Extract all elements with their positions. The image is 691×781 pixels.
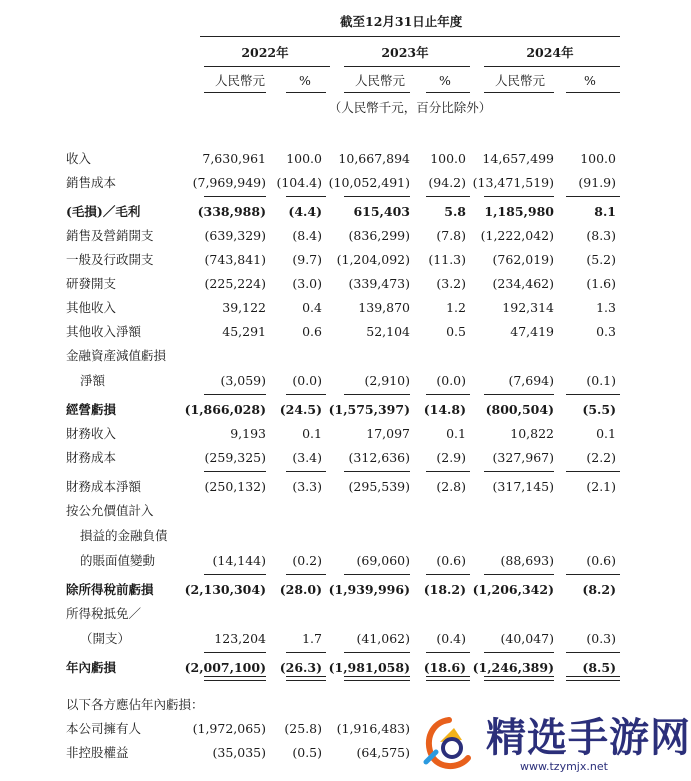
row-value-income-tax-col5: (40,047)	[500, 631, 554, 646]
row-value-gross-profit-col6: 8.1	[594, 204, 616, 219]
sub-rule-5	[484, 92, 554, 93]
row-label-fv-changes: 按公允價值計入	[66, 503, 154, 518]
row-value-revenue-col3: 10,667,894	[338, 151, 410, 166]
row-value-loss-for-year-col4: (18.6)	[423, 660, 466, 675]
row-value-cost-of-sales-col1: (7,969,949)	[192, 175, 266, 190]
row-value-fv-changes-col4: (0.6)	[436, 553, 466, 568]
row-label-finance-income: 財務收入	[66, 426, 117, 441]
sub-rule-1	[204, 92, 266, 93]
year-2024: 2024年	[526, 45, 574, 60]
row-value-other-income-net-col1: 45,291	[222, 324, 266, 339]
row-value-impairment-losses-col5: (7,694)	[508, 373, 554, 388]
row-value-owners-of-company-col2: (25.8)	[284, 721, 322, 736]
total-double-rule	[484, 676, 554, 681]
col-rmb-2022: 人民幣元	[214, 73, 265, 88]
subtotal-rule	[286, 394, 326, 395]
row-value-revenue-col2: 100.0	[286, 151, 322, 166]
row-value-finance-costs-net-col1: (250,132)	[204, 479, 266, 494]
row-value-impairment-losses-col1: (3,059)	[220, 373, 266, 388]
row-value-income-tax-col3: (41,062)	[356, 631, 410, 646]
subtotal-rule	[484, 471, 554, 472]
row-value-operating-loss-col6: (5.5)	[582, 402, 616, 417]
row-value-operating-loss-col1: (1,866,028)	[184, 402, 266, 417]
row-value-other-income-col5: 192,314	[502, 300, 554, 315]
row-value-impairment-losses-col6: (0.1)	[586, 373, 616, 388]
col-pct-2024: %	[584, 73, 596, 88]
row-value-loss-for-year-col1: (2,007,100)	[184, 660, 266, 675]
row-label-finance-costs: 財務成本	[66, 450, 117, 465]
row-value-cost-of-sales-col3: (10,052,491)	[328, 175, 410, 190]
row-value-finance-costs-col4: (2.9)	[436, 450, 466, 465]
subtotal-rule	[344, 471, 410, 472]
subtotal-rule	[204, 471, 266, 472]
subtotal-rule	[344, 196, 410, 197]
row-label-impairment-losses-2: 淨額	[80, 373, 106, 388]
row-value-finance-income-col4: 0.1	[446, 426, 466, 441]
col-pct-2022: %	[299, 73, 311, 88]
row-value-impairment-losses-col3: (2,910)	[364, 373, 410, 388]
row-value-finance-income-col5: 10,822	[510, 426, 554, 441]
subtotal-rule	[484, 574, 554, 575]
row-value-selling-expenses-col5: (1,222,042)	[480, 228, 554, 243]
row-value-operating-loss-col2: (24.5)	[279, 402, 322, 417]
sub-rule-4	[426, 92, 470, 93]
row-label-owners-of-company: 本公司擁有人	[66, 721, 142, 736]
row-value-selling-expenses-col1: (639,329)	[204, 228, 266, 243]
row-value-gross-profit-col1: (338,988)	[197, 204, 266, 219]
row-value-non-controlling-col3: (64,575)	[356, 745, 410, 760]
year-2023: 2023年	[381, 45, 429, 60]
row-value-selling-expenses-col3: (836,299)	[348, 228, 410, 243]
row-label-selling-expenses: 銷售及營銷開支	[66, 228, 154, 243]
row-value-admin-expenses-col2: (9.7)	[292, 252, 322, 267]
row-value-rd-expenses-col4: (3.2)	[436, 276, 466, 291]
row-value-rd-expenses-col1: (225,224)	[204, 276, 266, 291]
row-value-operating-loss-col3: (1,575,397)	[328, 402, 410, 417]
subtotal-rule	[286, 652, 326, 653]
unit-note: （人民幣千元，百分比除外）	[328, 100, 492, 115]
row-value-admin-expenses-col3: (1,204,092)	[336, 252, 410, 267]
subtotal-rule	[484, 394, 554, 395]
row-value-finance-costs-col1: (259,325)	[204, 450, 266, 465]
subtotal-rule	[204, 394, 266, 395]
row-value-loss-for-year-col5: (1,246,389)	[472, 660, 554, 675]
row-label-gross-profit: (毛損)／毛利	[66, 204, 141, 219]
subtotal-rule	[286, 574, 326, 575]
row-value-fv-changes-col2: (0.2)	[292, 553, 322, 568]
subtotal-rule	[204, 574, 266, 575]
row-value-gross-profit-col4: 5.8	[444, 204, 466, 219]
subtotal-rule	[566, 196, 620, 197]
row-value-revenue-col4: 100.0	[430, 151, 466, 166]
row-value-loss-before-tax-col3: (1,939,996)	[328, 582, 410, 597]
row-value-loss-before-tax-col6: (8.2)	[582, 582, 616, 597]
row-value-selling-expenses-col6: (8.3)	[586, 228, 616, 243]
row-value-income-tax-col6: (0.3)	[586, 631, 616, 646]
row-value-loss-before-tax-col1: (2,130,304)	[184, 582, 266, 597]
brand-logo-icon	[418, 712, 480, 774]
row-label-cost-of-sales: 銷售成本	[66, 175, 117, 190]
subtotal-rule	[344, 394, 410, 395]
subtotal-rule	[484, 652, 554, 653]
watermark-brand: 精选手游网	[486, 715, 691, 761]
sub-rule-2	[286, 92, 326, 93]
row-value-loss-for-year-col2: (26.3)	[279, 660, 322, 675]
row-value-admin-expenses-col6: (5.2)	[586, 252, 616, 267]
row-value-operating-loss-col4: (14.8)	[423, 402, 466, 417]
row-value-loss-before-tax-col4: (18.2)	[423, 582, 466, 597]
row-value-selling-expenses-col2: (8.4)	[292, 228, 322, 243]
subtotal-rule	[566, 574, 620, 575]
row-value-rd-expenses-col3: (339,473)	[348, 276, 410, 291]
total-double-rule	[204, 676, 266, 681]
total-double-rule	[566, 676, 620, 681]
row-value-other-income-col3: 139,870	[358, 300, 410, 315]
row-value-admin-expenses-col4: (11.3)	[428, 252, 466, 267]
row-value-cost-of-sales-col6: (91.9)	[578, 175, 616, 190]
subtotal-rule	[566, 471, 620, 472]
subtotal-rule	[204, 652, 266, 653]
row-value-operating-loss-col5: (800,504)	[485, 402, 554, 417]
subtotal-rule	[286, 196, 326, 197]
row-value-gross-profit-col5: 1,185,980	[484, 204, 554, 219]
row-label-other-income: 其他收入	[66, 300, 117, 315]
subtotal-rule	[204, 196, 266, 197]
row-value-loss-for-year-col3: (1,981,058)	[328, 660, 410, 675]
period-header: 截至12月31日止年度	[340, 14, 463, 29]
row-value-admin-expenses-col1: (743,841)	[204, 252, 266, 267]
row-value-other-income-net-col5: 47,419	[510, 324, 554, 339]
row-label-loss-for-year: 年內虧損	[66, 660, 117, 675]
row-value-finance-costs-net-col6: (2.1)	[586, 479, 616, 494]
row-value-gross-profit-col2: (4.4)	[288, 204, 322, 219]
row-value-income-tax-col2: 1.7	[302, 631, 322, 646]
total-double-rule	[286, 676, 326, 681]
row-value-other-income-col6: 1.3	[596, 300, 616, 315]
row-value-fv-changes-col3: (69,060)	[356, 553, 410, 568]
row-value-rd-expenses-col6: (1.6)	[586, 276, 616, 291]
subtotal-rule	[426, 394, 470, 395]
row-value-finance-income-col6: 0.1	[596, 426, 616, 441]
row-label-finance-costs-net: 財務成本淨額	[66, 479, 142, 494]
row-label-fv-changes-3: 的賬面值變動	[80, 553, 156, 568]
row-value-finance-costs-net-col4: (2.8)	[436, 479, 466, 494]
row-value-finance-income-col3: 17,097	[366, 426, 410, 441]
row-value-finance-costs-col2: (3.4)	[292, 450, 322, 465]
row-value-other-income-col4: 1.2	[446, 300, 466, 315]
row-label-income-tax: 所得稅抵免／	[66, 606, 142, 621]
row-value-finance-costs-col6: (2.2)	[586, 450, 616, 465]
row-value-other-income-col1: 39,122	[222, 300, 266, 315]
subtotal-rule	[344, 574, 410, 575]
row-label-rd-expenses: 研發開支	[66, 276, 117, 291]
row-value-income-tax-col4: (0.4)	[436, 631, 466, 646]
row-label-fv-changes-2: 損益的金融負債	[80, 528, 168, 543]
col-rmb-2024: 人民幣元	[494, 73, 545, 88]
row-value-finance-costs-col5: (327,967)	[492, 450, 554, 465]
row-value-finance-income-col2: 0.1	[302, 426, 322, 441]
row-value-selling-expenses-col4: (7.8)	[436, 228, 466, 243]
year-rule-2023	[344, 66, 470, 67]
row-label-revenue: 收入	[66, 151, 92, 166]
row-value-finance-costs-net-col5: (317,145)	[492, 479, 554, 494]
row-value-revenue-col1: 7,630,961	[202, 151, 266, 166]
row-label-income-tax-2: （開支）	[80, 631, 131, 646]
row-value-other-income-col2: 0.4	[302, 300, 322, 315]
row-value-owners-of-company-col1: (1,972,065)	[192, 721, 266, 736]
row-value-cost-of-sales-col4: (94.2)	[428, 175, 466, 190]
row-value-loss-before-tax-col5: (1,206,342)	[472, 582, 554, 597]
row-value-loss-for-year-col6: (8.5)	[582, 660, 616, 675]
row-value-impairment-losses-col2: (0.0)	[292, 373, 322, 388]
header-rule-top	[200, 36, 620, 37]
subtotal-rule	[484, 196, 554, 197]
row-label-impairment-losses: 金融資產減值虧損	[66, 348, 167, 363]
row-label-other-income-net: 其他收入淨額	[66, 324, 142, 339]
row-value-finance-costs-net-col3: (295,539)	[348, 479, 410, 494]
subtotal-rule	[344, 652, 410, 653]
watermark	[416, 706, 691, 781]
watermark-url: www.tzymjx.net	[520, 760, 608, 773]
row-value-gross-profit-col3: 615,403	[353, 204, 410, 219]
row-value-impairment-losses-col4: (0.0)	[436, 373, 466, 388]
row-value-non-controlling-col2: (0.5)	[292, 745, 322, 760]
col-rmb-2023: 人民幣元	[354, 73, 405, 88]
row-value-finance-income-col1: 9,193	[230, 426, 266, 441]
subtotal-rule	[566, 652, 620, 653]
row-value-owners-of-company-col3: (1,916,483)	[336, 721, 410, 736]
row-value-loss-before-tax-col2: (28.0)	[279, 582, 322, 597]
subtotal-rule	[426, 574, 470, 575]
row-value-fv-changes-col6: (0.6)	[586, 553, 616, 568]
sub-rule-6	[566, 92, 620, 93]
col-pct-2023: %	[439, 73, 451, 88]
sub-rule-3	[344, 92, 410, 93]
subtotal-rule	[426, 652, 470, 653]
row-value-revenue-col6: 100.0	[580, 151, 616, 166]
year-rule-2024	[484, 66, 620, 67]
row-label-attributable-header: 以下各方應佔年內虧損：	[66, 697, 204, 712]
row-value-fv-changes-col5: (88,693)	[500, 553, 554, 568]
total-double-rule	[426, 676, 470, 681]
subtotal-rule	[426, 471, 470, 472]
year-rule-2022	[204, 66, 330, 67]
row-value-cost-of-sales-col2: (104.4)	[276, 175, 322, 190]
subtotal-rule	[426, 196, 470, 197]
row-value-rd-expenses-col2: (3.0)	[292, 276, 322, 291]
total-double-rule	[344, 676, 410, 681]
row-value-finance-costs-col3: (312,636)	[348, 450, 410, 465]
row-value-other-income-net-col4: 0.5	[446, 324, 466, 339]
row-value-other-income-net-col6: 0.3	[596, 324, 616, 339]
row-label-admin-expenses: 一般及行政開支	[66, 252, 154, 267]
row-value-cost-of-sales-col5: (13,471,519)	[472, 175, 554, 190]
row-value-other-income-net-col3: 52,104	[366, 324, 410, 339]
subtotal-rule	[566, 394, 620, 395]
row-label-operating-loss: 經營虧損	[66, 402, 117, 417]
year-2022: 2022年	[241, 45, 289, 60]
subtotal-rule	[286, 471, 326, 472]
row-value-income-tax-col1: 123,204	[214, 631, 266, 646]
row-label-loss-before-tax: 除所得稅前虧損	[66, 582, 154, 597]
row-value-admin-expenses-col5: (762,019)	[492, 252, 554, 267]
row-label-non-controlling: 非控股權益	[66, 745, 129, 760]
row-value-non-controlling-col1: (35,035)	[212, 745, 266, 760]
row-value-rd-expenses-col5: (234,462)	[492, 276, 554, 291]
row-value-revenue-col5: 14,657,499	[482, 151, 554, 166]
row-value-other-income-net-col2: 0.6	[302, 324, 322, 339]
row-value-finance-costs-net-col2: (3.3)	[292, 479, 322, 494]
row-value-fv-changes-col1: (14,144)	[212, 553, 266, 568]
